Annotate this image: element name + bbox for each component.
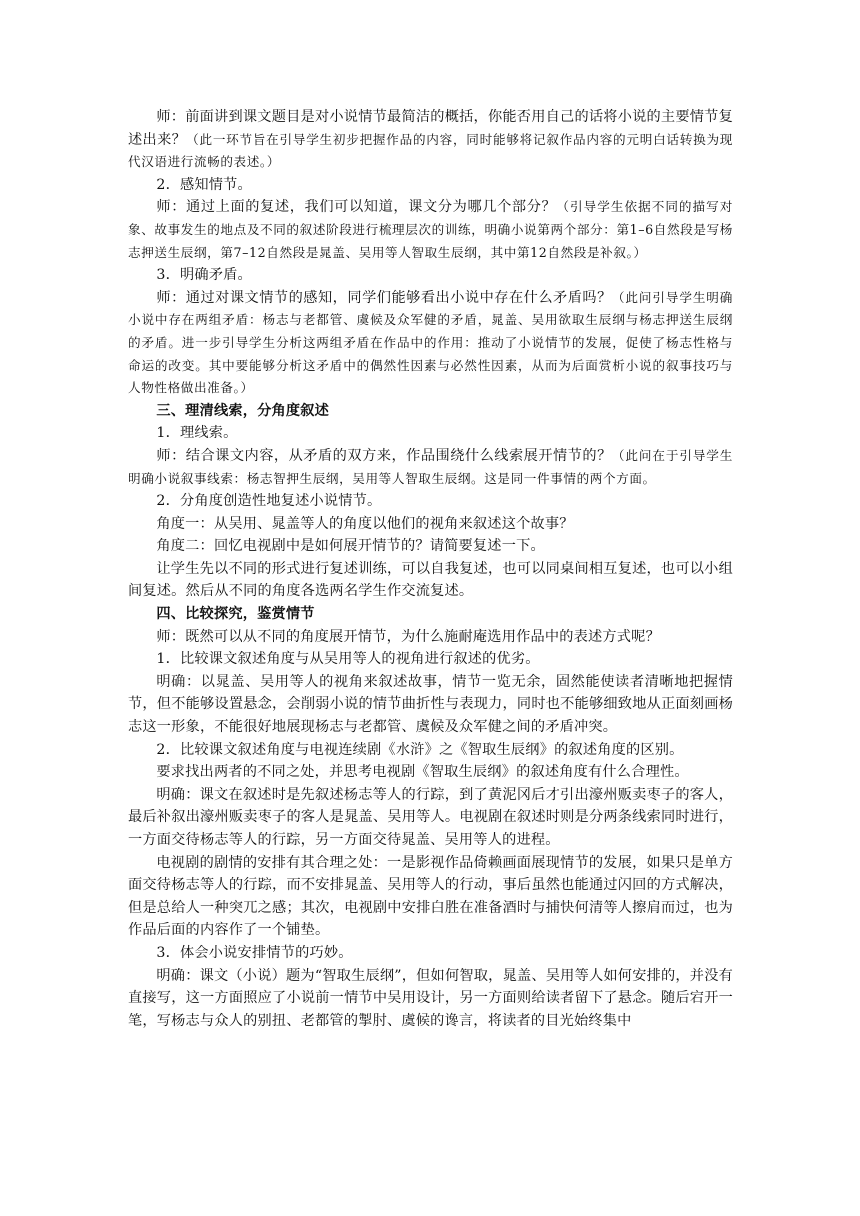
paragraph: 明确：以晁盖、吴用等人的视角来叙述故事，情节一览无余，固然能使读者清晰地把握情节，但不能够设置悬念，会削弱小说的情节曲折性与表现力，同时也不能够细致地从正面刻画杨志这一形象，不能很好地展现杨志与老都管、虞候及众军健之间的矛盾冲突。 bbox=[128, 673, 733, 736]
paragraph: 师：通过上面的复述，我们可以知道，课文分为哪几个部分？（引导学生依据不同的描写对象、故事发生的地点及不同的叙述阶段进行梳理层次的训练，明确小说第两个部分：第1–6自然段是写杨志押送生辰纲，第7–12自然段是晁盖、吴用等人智取生辰纲，其中第12自然段是补叙。） bbox=[128, 199, 733, 260]
paragraph: 电视剧的剧情的安排有其合理之处：一是影视作品倚赖画面展现情节的发展，如果只是单方面交待杨志等人的行踪，而不安排晁盖、吴用等人的行动，事后虽然也能通过闪回的方式解决，但是总给人一种突兀之感；其次，电视剧中安排白胜在准备酒时与捕快何清等人擦肩而过，也为作品后面的内容作了一个铺垫。 bbox=[128, 854, 733, 939]
paragraph: 师：前面讲到课文题目是对小说情节最简洁的概括，你能否用自己的话将小说的主要情节复述出来？（此一环节旨在引导学生初步把握作品的内容，同时能够将记叙作品内容的元明白话转换为现代汉语进行流畅的表述。） bbox=[128, 109, 733, 170]
paragraph: 明确：课文（小说）题为“智取生辰纲”，但如何智取，晁盖、吴用等人如何安排的，并没有直接写，这一方面照应了小说前一情节中吴用设计，另一方面则给读者留下了悬念。随后宕开一笔，写杨志与众人的别扭、老都管的掣肘、虞候的谗言，将读者的目光始终集中 bbox=[128, 967, 733, 1029]
paragraph: 角度二：回忆电视剧中是如何展开情节的？请简要复述一下。 bbox=[156, 538, 545, 555]
section-heading: 三、理清线索，分角度叙述 bbox=[156, 402, 330, 419]
paragraph: 1．比较课文叙述角度与从吴用等人的视角进行叙述的优劣。 bbox=[156, 651, 540, 668]
paragraph: 师：通过对课文情节的感知，同学们能够看出小说中存在什么矛盾吗？（此问引导学生明确小说中存在两组矛盾：杨志与老都管、虞候及众军健的矛盾，晁盖、吴用欲取生辰纲与杨志押送生辰纲的矛盾。进一步引导学生分析这两组矛盾在作品中的作用：推动了小说情节的发展，促使了杨志性格与命运的改变。其中要能够分析这矛盾中的偶然性因素与必然性因素，从而为后面赏析小说的叙事技巧与人物性格做出准备。） bbox=[128, 289, 734, 396]
paragraph: 师：结合课文内容，从矛盾的双方来，作品围绕什么线索展开情节的？（此问在于引导学生明确小说叙事线索：杨志智押生辰纲，吴用等人智取生辰纲。这是同一件事情的两个方面。 bbox=[128, 447, 734, 486]
paragraph: 1．理线索。 bbox=[156, 425, 238, 442]
paragraph: 2．分角度创造性地复述小说情节。 bbox=[156, 493, 382, 510]
paragraph: 角度一：从吴用、晁盖等人的角度以他们的视角来叙述这个故事？ bbox=[156, 515, 574, 532]
paragraph: 2．比较课文叙述角度与电视连续剧《水浒》之《智取生辰纲》的叙述角度的区别。 bbox=[156, 741, 684, 758]
paragraph: 师：既然可以从不同的角度展开情节，为什么施耐庵选用作品中的表述方式呢？ bbox=[156, 628, 660, 645]
paragraph: 3．明确矛盾。 bbox=[156, 267, 252, 284]
paragraph: 2．感知情节。 bbox=[156, 176, 252, 193]
paragraph: 要求找出两者的不同之处，并思考电视剧《智取生辰纲》的叙述角度有什么合理性。 bbox=[156, 764, 689, 781]
paragraph: 3．体会小说安排情节的巧妙。 bbox=[156, 944, 353, 961]
section-heading: 四、比较探究，鉴赏情节 bbox=[156, 606, 315, 623]
document-body bbox=[128, 106, 733, 1032]
paragraph: 让学生先以不同的形式进行复述训练，可以自我复述，也可以同桌间相互复述，也可以小组间复述。然后从不同的角度各选两名学生作交流复述。 bbox=[128, 560, 733, 600]
paragraph: 明确：课文在叙述时是先叙述杨志等人的行踪，到了黄泥冈后才引出濠州贩卖枣子的客人，最后补叙出濠州贩卖枣子的客人是晁盖、吴用等人。电视剧在叙述时则是分两条线索同时进行，一方面交待杨志等人的行踪，另一方面交待晁盖、吴用等人的进程。 bbox=[128, 786, 733, 848]
